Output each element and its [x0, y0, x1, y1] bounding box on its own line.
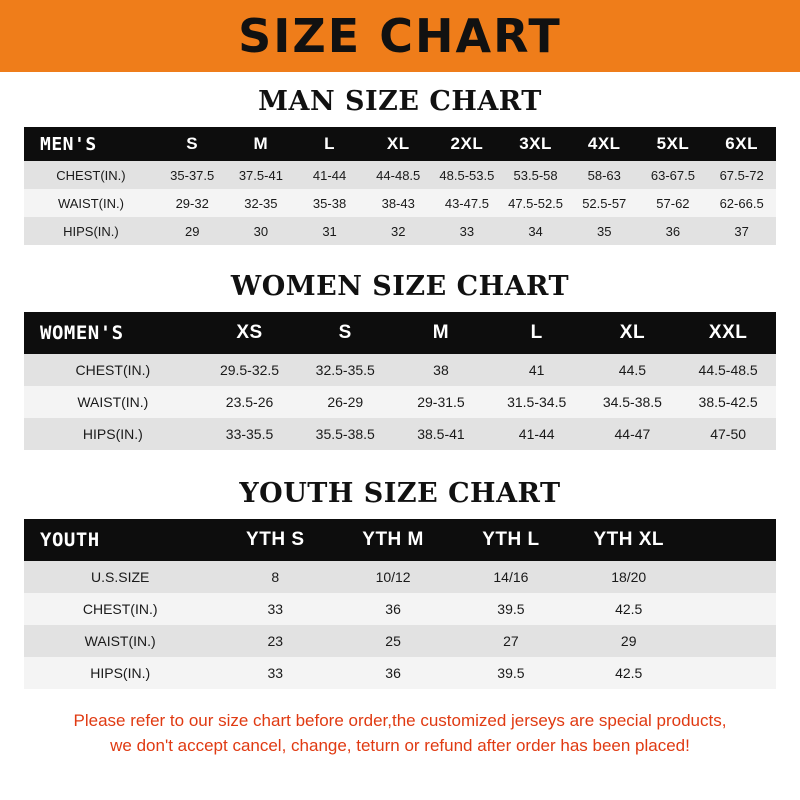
youth-table-header: [24, 519, 776, 561]
cell: 29.5-32.5: [219, 362, 280, 378]
note-line-2: we don't accept cancel, change, teturn or refund after order has been placed!: [110, 735, 690, 755]
cell-empty: [688, 561, 776, 593]
cell: 33: [459, 223, 475, 239]
cell: 42.5: [615, 665, 643, 681]
cell: 41-44: [518, 426, 555, 442]
cell: 35-38: [312, 195, 347, 211]
table-header-row: [24, 519, 776, 561]
youth-header-m: YTH M: [362, 529, 424, 550]
man-section-title: MAN SIZE CHART: [258, 86, 542, 117]
women-header-label: WOMEN'S: [40, 322, 124, 344]
youth-size-table: [24, 519, 776, 689]
cell: 41-44: [312, 167, 347, 183]
cell: 29-32: [175, 195, 209, 211]
men-header-label: MEN'S: [40, 133, 97, 155]
youth-header-label: YOUTH: [40, 529, 100, 551]
table-row: [24, 418, 776, 450]
cell: 8: [271, 569, 280, 585]
women-section-title: WOMEN SIZE CHART: [230, 271, 570, 302]
cell: 47.5-52.5: [508, 195, 564, 211]
cell: 41: [528, 362, 545, 378]
women-header-m: M: [432, 322, 450, 343]
women-size-table: [24, 312, 776, 450]
table-row: [24, 386, 776, 418]
cell: 67.5-72: [719, 167, 764, 183]
cell: 36: [385, 601, 401, 617]
row-label: WAIST(IN.): [77, 394, 149, 410]
cell: 34: [528, 223, 543, 239]
order-policy-note: [24, 709, 776, 758]
cell: 58-63: [587, 167, 621, 183]
men-header-xl: XL: [386, 134, 410, 153]
cell: 29: [184, 223, 200, 239]
cell: 63-67.5: [650, 167, 695, 183]
men-header-3xl: 3XL: [519, 134, 552, 153]
cell: 53.5-58: [513, 167, 558, 183]
cell: 35.5-38.5: [315, 426, 375, 442]
men-header-2xl: 2XL: [450, 134, 484, 153]
cell: 38.5-41: [417, 426, 465, 442]
banner: [0, 0, 800, 72]
cell-empty: [688, 625, 776, 657]
cell: 14/16: [493, 569, 529, 585]
youth-header-l: YTH L: [482, 529, 540, 550]
men-header-4xl: 4XL: [587, 134, 621, 153]
youth-section-title: YOUTH SIZE CHART: [239, 478, 561, 509]
cell: 44.5: [618, 362, 647, 378]
men-header-5xl: 5XL: [656, 134, 690, 153]
cell: 25: [385, 633, 401, 649]
women-header-xl: XL: [619, 322, 646, 343]
cell: 32-35: [244, 195, 278, 211]
cell: 33-35.5: [225, 426, 274, 442]
youth-header-s: YTH S: [246, 529, 305, 550]
men-header-l: L: [324, 134, 335, 153]
row-label: CHEST(IN.): [56, 167, 126, 183]
cell: 23.5-26: [225, 394, 274, 410]
cell: 39.5: [497, 601, 525, 617]
cell: 36: [385, 665, 401, 681]
table-row: [24, 189, 776, 217]
cell: 32: [390, 223, 406, 239]
cell: 35-37.5: [170, 167, 215, 183]
women-header-l: L: [530, 322, 543, 343]
men-header-m: M: [253, 134, 269, 153]
row-label: CHEST(IN.): [75, 362, 151, 378]
cell: 37: [734, 223, 749, 239]
man-table-body: [24, 161, 776, 245]
cell: 47-50: [710, 426, 747, 442]
row-label: U.S.SIZE: [91, 569, 150, 585]
cell: 43-47.5: [444, 195, 489, 211]
cell: 42.5: [615, 601, 643, 617]
cell: 31.5-34.5: [507, 394, 567, 410]
table-row: [24, 561, 776, 593]
cell: 38-43: [381, 195, 415, 211]
cell: 38: [433, 362, 449, 378]
women-table-body: [24, 354, 776, 450]
cell: 27: [503, 633, 519, 649]
man-size-table: [24, 127, 776, 245]
table-row: [24, 593, 776, 625]
cell: 44-48.5: [376, 167, 421, 183]
cell: 44.5-48.5: [698, 362, 758, 378]
row-label: CHEST(IN.): [82, 601, 158, 617]
cell: 29-31.5: [417, 394, 465, 410]
cell: 57-62: [656, 195, 690, 211]
table-header-row: [24, 127, 776, 161]
cell: 35: [597, 223, 612, 239]
table-row: [24, 657, 776, 689]
row-label: HIPS(IN.): [82, 426, 143, 442]
row-label: HIPS(IN.): [63, 223, 119, 239]
table-header-row: [24, 312, 776, 354]
women-header-s: S: [338, 322, 352, 343]
men-header-s: S: [186, 134, 199, 153]
women-table-header: [24, 312, 776, 354]
table-row: [24, 354, 776, 386]
cell: 62-66.5: [719, 195, 764, 211]
cell: 33: [267, 601, 284, 617]
note-line-1: Please refer to our size chart before order,the customized jerseys are special products,: [73, 711, 727, 730]
men-header-6xl: 6XL: [725, 134, 758, 153]
cell: 39.5: [497, 665, 525, 681]
cell: 33: [267, 665, 284, 681]
cell: 30: [253, 223, 269, 239]
cell: 44-47: [614, 426, 651, 442]
cell-empty: [688, 657, 776, 689]
cell: 31: [322, 223, 337, 239]
cell: 36: [665, 223, 681, 239]
women-header-xxl: XXL: [708, 322, 748, 343]
cell: 34.5-38.5: [602, 394, 662, 410]
man-table-header: [24, 127, 776, 161]
cell: 37.5-41: [238, 167, 283, 183]
table-row: [24, 217, 776, 245]
youth-header-xl: YTH XL: [593, 529, 664, 550]
youth-header-spacer: [688, 519, 776, 561]
row-label: WAIST(IN.): [84, 633, 156, 649]
cell: 52.5-57: [582, 195, 627, 211]
cell: 29: [620, 633, 637, 649]
cell: 18/20: [611, 569, 647, 585]
table-row: [24, 625, 776, 657]
cell: 26-29: [327, 394, 364, 410]
youth-table-body: [24, 561, 776, 689]
row-label: WAIST(IN.): [57, 195, 124, 211]
women-header-xs: XS: [236, 322, 263, 343]
cell: 48.5-53.5: [439, 167, 495, 183]
cell: 23: [267, 633, 284, 649]
table-row: [24, 161, 776, 189]
content: [0, 86, 800, 758]
cell: 38.5-42.5: [698, 394, 758, 410]
cell-empty: [688, 593, 776, 625]
cell: 32.5-35.5: [315, 362, 375, 378]
banner-title: SIZE CHART: [238, 9, 562, 63]
row-label: HIPS(IN.): [90, 665, 151, 681]
cell: 10/12: [375, 569, 411, 585]
